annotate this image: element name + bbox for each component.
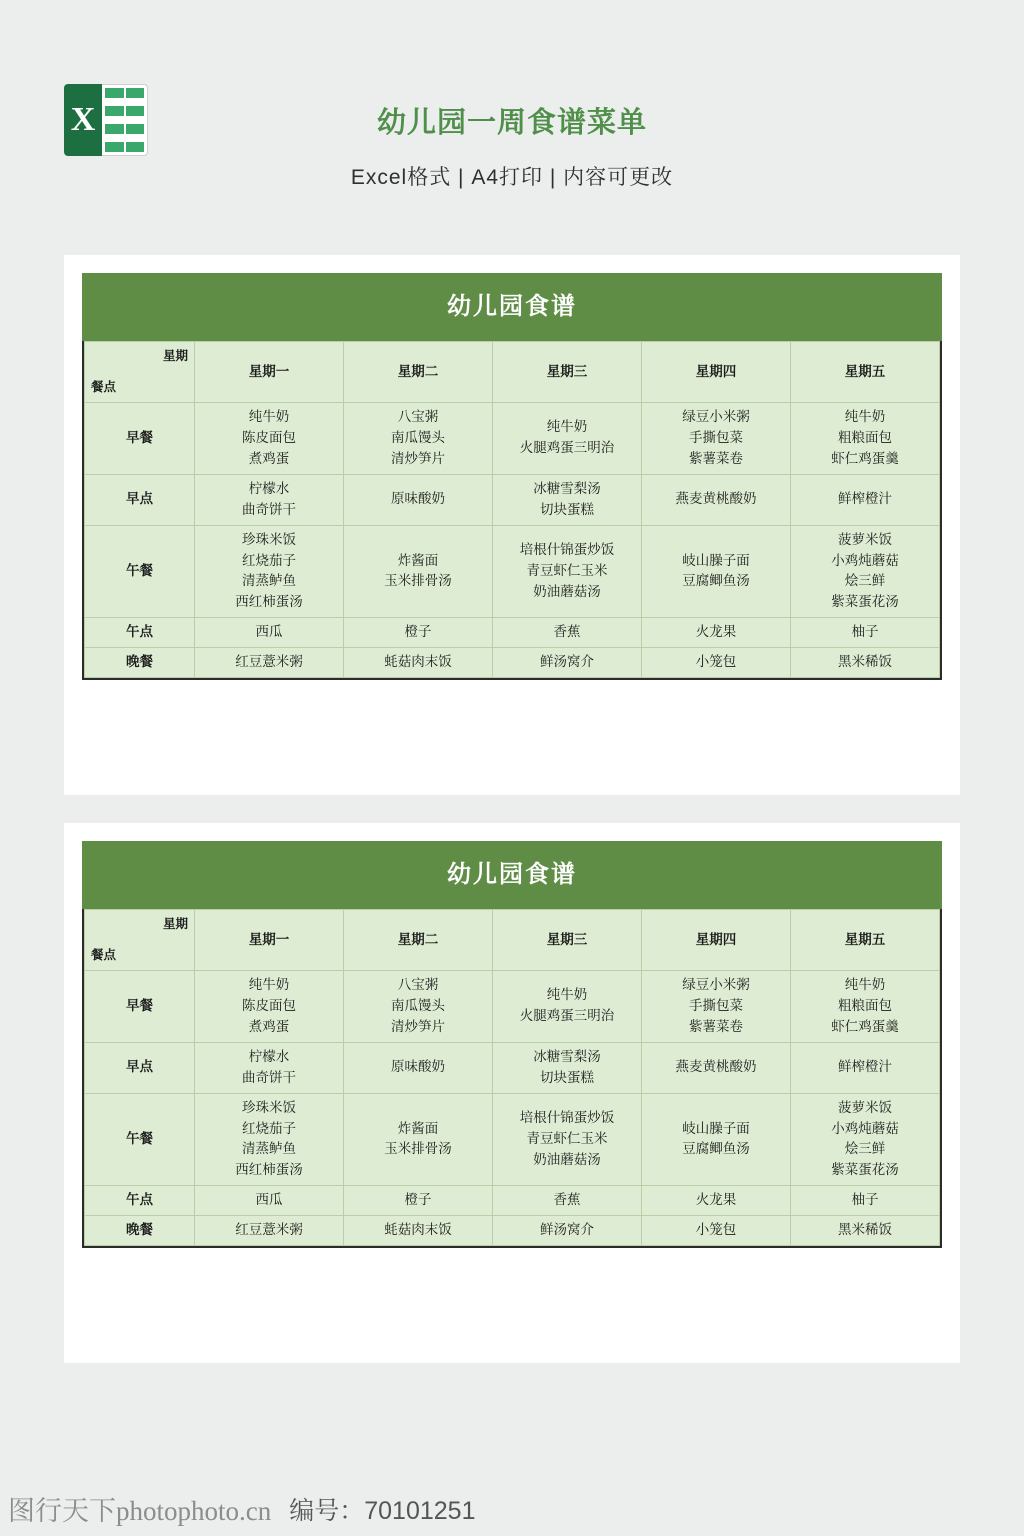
sheet-preview-2 — [64, 823, 960, 1363]
menu-cell: 香蕉 — [493, 618, 642, 648]
table-row — [85, 648, 940, 678]
menu-cell: 西瓜 — [195, 1186, 344, 1216]
menu-cell: 黑米稀饭 — [791, 1216, 940, 1246]
menu-cell: 纯牛奶 火腿鸡蛋三明治 — [493, 971, 642, 1043]
excel-logo-letter: X — [64, 84, 102, 156]
menu-cell: 冰糖雪梨汤 切块蛋糕 — [493, 474, 642, 525]
corner-header-2 — [85, 910, 195, 971]
table-row — [85, 1216, 940, 1246]
excel-logo-icon — [64, 84, 148, 156]
column-header-tue: 星期二 — [344, 342, 493, 403]
menu-table-body-2 — [85, 971, 940, 1246]
menu-cell: 蚝菇肉末饭 — [344, 1216, 493, 1246]
menu-cell: 鲜汤窝介 — [493, 1216, 642, 1246]
menu-cell: 纯牛奶 陈皮面包 煮鸡蛋 — [195, 971, 344, 1043]
menu-cell: 红豆薏米粥 — [195, 648, 344, 678]
page-title: 幼儿园一周食谱菜单 — [376, 107, 647, 139]
menu-cell: 红豆薏米粥 — [195, 1216, 344, 1246]
table-row — [85, 1042, 940, 1093]
menu-cell: 燕麦黄桃酸奶 — [642, 1042, 791, 1093]
column-header-mon: 星期一 — [195, 342, 344, 403]
menu-cell: 炸酱面 玉米排骨汤 — [344, 525, 493, 618]
menu-cell: 柚子 — [791, 618, 940, 648]
column-header-wed: 星期三 — [493, 342, 642, 403]
corner-meal-label-2: 餐点 — [91, 947, 117, 962]
meal-label: 午点 — [85, 1186, 195, 1216]
table-header-row-2 — [85, 910, 940, 971]
table-row — [85, 525, 940, 618]
table-row — [85, 618, 940, 648]
table-row — [85, 1186, 940, 1216]
menu-cell: 柚子 — [791, 1186, 940, 1216]
table-header-row — [85, 342, 940, 403]
menu-cell: 鲜榨橙汁 — [791, 1042, 940, 1093]
menu-cell: 柠檬水 曲奇饼干 — [195, 1042, 344, 1093]
menu-cell: 蚝菇肉末饭 — [344, 648, 493, 678]
menu-cell: 八宝粥 南瓜馒头 清炒笋片 — [344, 971, 493, 1043]
menu-cell: 珍珠米饭 红烧茄子 清蒸鲈鱼 西红柿蛋汤 — [195, 525, 344, 618]
footer-watermark — [0, 1489, 1024, 1528]
menu-cell: 菠萝米饭 小鸡炖蘑菇 烩三鲜 紫菜蛋花汤 — [791, 525, 940, 618]
excel-logo-grid — [102, 84, 148, 156]
menu-cell: 原味酸奶 — [344, 1042, 493, 1093]
menu-cell: 珍珠米饭 红烧茄子 清蒸鲈鱼 西红柿蛋汤 — [195, 1093, 344, 1186]
menu-cell: 绿豆小米粥 手撕包菜 紫薯菜卷 — [642, 971, 791, 1043]
menu-cell: 小笼包 — [642, 648, 791, 678]
menu-cell: 原味酸奶 — [344, 474, 493, 525]
menu-cell: 八宝粥 南瓜馒头 清炒笋片 — [344, 403, 493, 475]
meal-label: 午餐 — [85, 1093, 195, 1186]
page-header — [0, 0, 1024, 210]
menu-cell: 冰糖雪梨汤 切块蛋糕 — [493, 1042, 642, 1093]
menu-cell: 培根什锦蛋炒饭 青豆虾仁玉米 奶油蘑菇汤 — [493, 1093, 642, 1186]
menu-cell: 香蕉 — [493, 1186, 642, 1216]
corner-meal-label: 餐点 — [91, 379, 117, 394]
meal-label: 午餐 — [85, 525, 195, 618]
menu-cell: 火龙果 — [642, 1186, 791, 1216]
menu-cell: 火龙果 — [642, 618, 791, 648]
meal-label: 早点 — [85, 474, 195, 525]
meal-label: 早餐 — [85, 971, 195, 1043]
page-subtitle: Excel格式 | A4打印 | 内容可更改 — [350, 166, 674, 189]
sheet-title: 幼儿园食谱 — [82, 273, 942, 341]
corner-header — [85, 342, 195, 403]
menu-cell: 绿豆小米粥 手撕包菜 紫薯菜卷 — [642, 403, 791, 475]
corner-week-label-2: 星期 — [162, 917, 188, 931]
table-row — [85, 403, 940, 475]
corner-week-label: 星期 — [162, 349, 188, 363]
menu-cell: 纯牛奶 粗粮面包 虾仁鸡蛋羹 — [791, 403, 940, 475]
menu-cell: 培根什锦蛋炒饭 青豆虾仁玉米 奶油蘑菇汤 — [493, 525, 642, 618]
column-header-thu: 星期四 — [642, 342, 791, 403]
column-header-tue-2: 星期二 — [344, 910, 493, 971]
menu-table-2 — [84, 909, 940, 1246]
menu-cell: 燕麦黄桃酸奶 — [642, 474, 791, 525]
table-row — [85, 474, 940, 525]
menu-table — [84, 341, 940, 678]
table-row — [85, 1093, 940, 1186]
menu-cell: 纯牛奶 粗粮面包 虾仁鸡蛋羹 — [791, 971, 940, 1043]
meal-label: 晚餐 — [85, 648, 195, 678]
menu-cell: 菠萝米饭 小鸡炖蘑菇 烩三鲜 紫菜蛋花汤 — [791, 1093, 940, 1186]
menu-cell: 柠檬水 曲奇饼干 — [195, 474, 344, 525]
menu-cell: 纯牛奶 陈皮面包 煮鸡蛋 — [195, 403, 344, 475]
menu-cell: 鲜汤窝介 — [493, 648, 642, 678]
menu-cell: 炸酱面 玉米排骨汤 — [344, 1093, 493, 1186]
meal-label: 早餐 — [85, 403, 195, 475]
column-header-fri-2: 星期五 — [791, 910, 940, 971]
watermark-text: 图行天下photophoto.cn — [8, 1496, 272, 1526]
meal-label: 早点 — [85, 1042, 195, 1093]
menu-cell: 岐山臊子面 豆腐鲫鱼汤 — [642, 525, 791, 618]
menu-cell: 纯牛奶 火腿鸡蛋三明治 — [493, 403, 642, 475]
sheet-preview-1 — [64, 255, 960, 795]
watermark-code: 编号：70101251 — [289, 1496, 476, 1525]
column-header-wed-2: 星期三 — [493, 910, 642, 971]
menu-cell: 橙子 — [344, 1186, 493, 1216]
meal-label: 晚餐 — [85, 1216, 195, 1246]
menu-cell: 岐山臊子面 豆腐鲫鱼汤 — [642, 1093, 791, 1186]
column-header-fri: 星期五 — [791, 342, 940, 403]
column-header-thu-2: 星期四 — [642, 910, 791, 971]
sheet-title-2: 幼儿园食谱 — [82, 841, 942, 909]
menu-cell: 黑米稀饭 — [791, 648, 940, 678]
meal-label: 午点 — [85, 618, 195, 648]
menu-cell: 小笼包 — [642, 1216, 791, 1246]
menu-cell: 鲜榨橙汁 — [791, 474, 940, 525]
menu-cell: 西瓜 — [195, 618, 344, 648]
column-header-mon-2: 星期一 — [195, 910, 344, 971]
menu-cell: 橙子 — [344, 618, 493, 648]
table-row — [85, 971, 940, 1043]
menu-table-body-1 — [85, 403, 940, 678]
